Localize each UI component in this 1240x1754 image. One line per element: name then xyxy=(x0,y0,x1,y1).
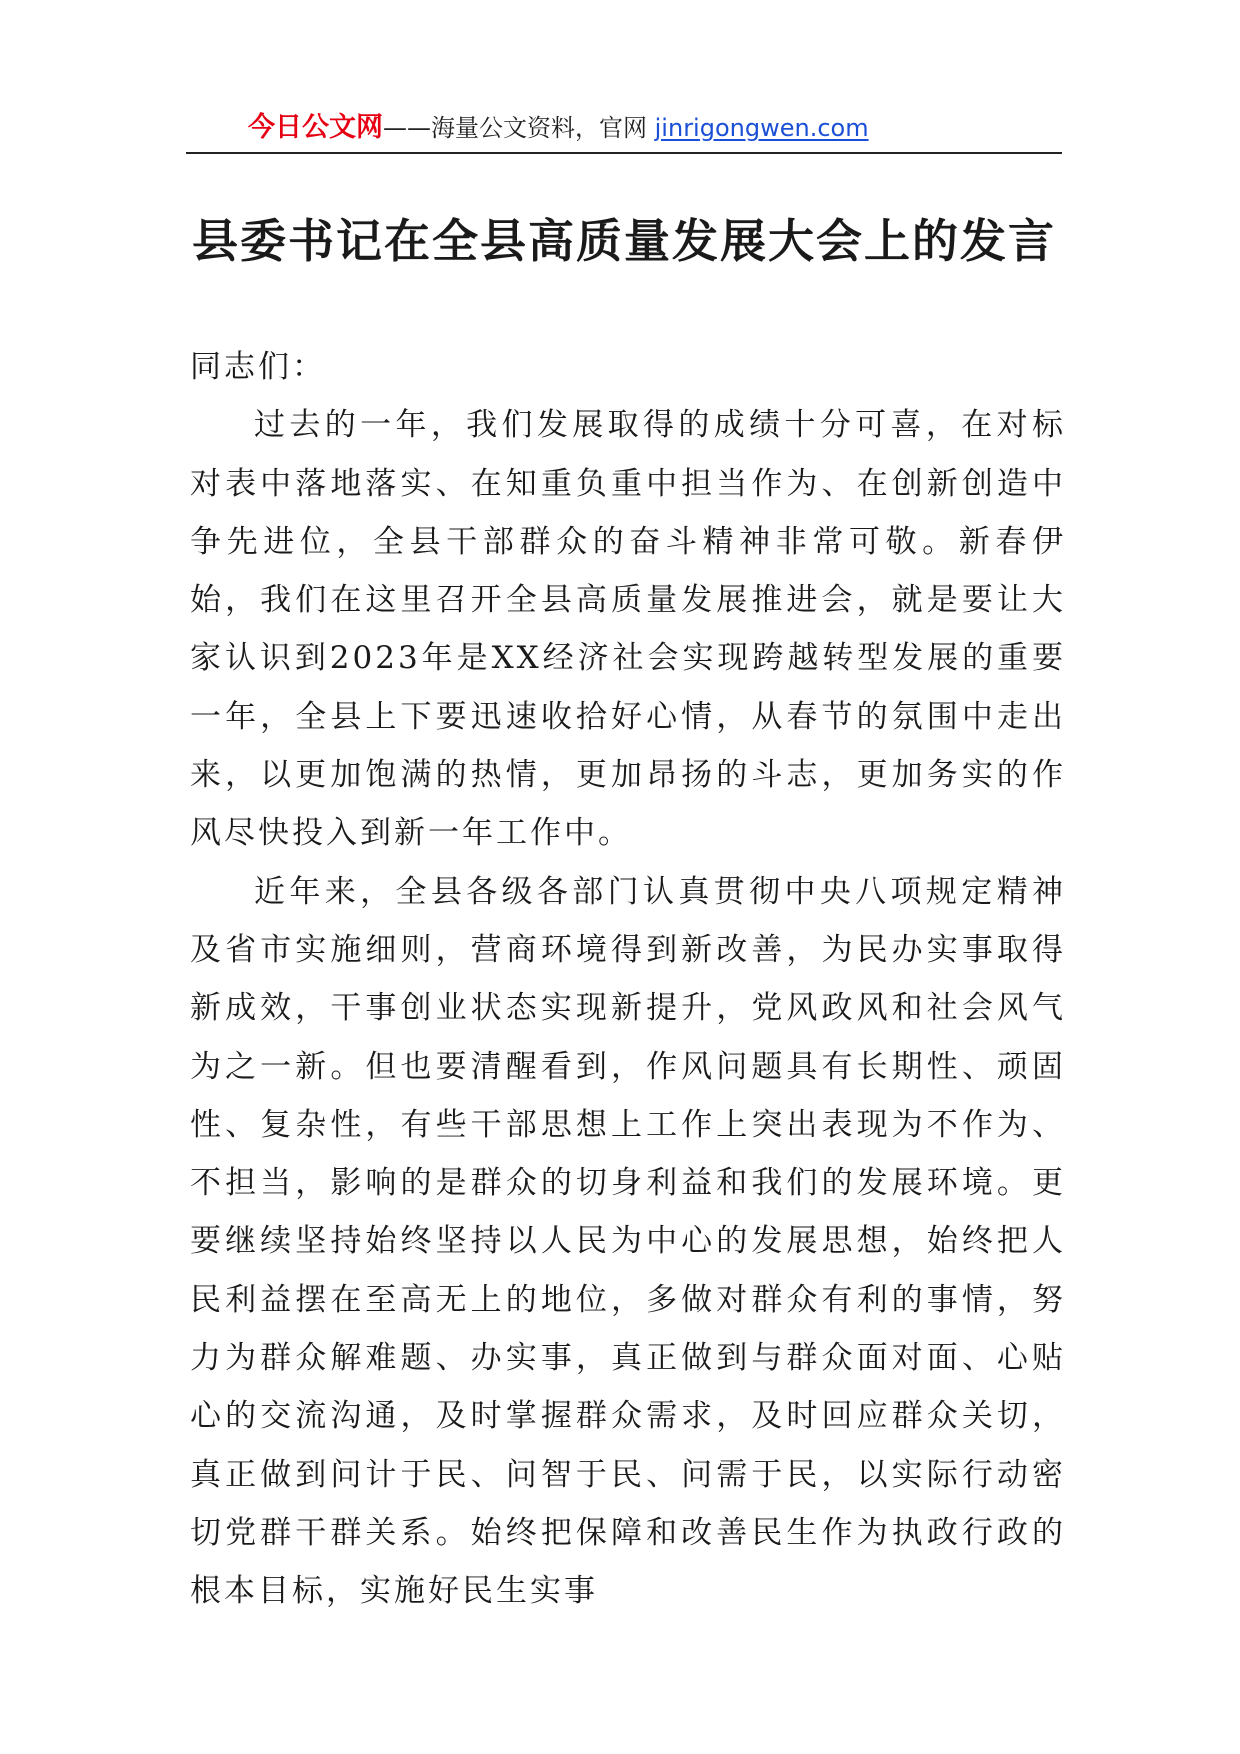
header-banner xyxy=(248,105,869,144)
site-link[interactable]: jinrigongwen.com xyxy=(654,114,869,142)
header-slogan: ——海量公文资料，官网 xyxy=(383,114,655,142)
site-header xyxy=(186,96,1062,154)
brand-name: 今日公文网 xyxy=(248,112,383,143)
paragraph: 过去的一年，我们发展取得的成绩十分可喜，在对标对表中落地落实、在知重负重中担当作为、在创新创造中争先进位，全县干部群众的奋斗精神非常可敬。新春伊始，我们在这里召开全县高质量发展推进会，就是要让大家认识到2023年是XX经济社会实现跨越转型发展的重要一年，全县上下要迅速收拾好心情，从春节的氛围中走出来，以更加饱满的热情，更加昂扬的斗志，更加务实的作风尽快投入到新一年工作中。 xyxy=(190,407,1066,852)
document-body xyxy=(190,338,1066,1621)
salutation: 同志们： xyxy=(190,349,326,385)
paragraph: 近年来，全县各级各部门认真贯彻中央八项规定精神及省市实施细则，营商环境得到新改善，为民办实事取得新成效，干事创业状态实现新提升，党风政风和社会风气为之一新。但也要清醒看到，作风问题具有长期性、顽固性、复杂性，有些干部思想上工作上突出表现为不作为、不担当，影响的是群众的切身利益和我们的发展环境。更要继续坚持始终坚持以人民为中心的发展思想，始终把人民利益摆在至高无上的地位，多做对群众有利的事情，努力为群众解难题、办实事，真正做到与群众面对面、心贴心的交流沟通，及时掌握群众需求，及时回应群众关切，真正做到问计于民、问智于民、问需于民，以实际行动密切党群干群关系。始终把保障和改善民生作为执政行政的根本目标，实施好民生实事 xyxy=(190,873,1066,1610)
document-title: 县委书记在全县高质量发展大会上的发言 xyxy=(192,214,1056,268)
